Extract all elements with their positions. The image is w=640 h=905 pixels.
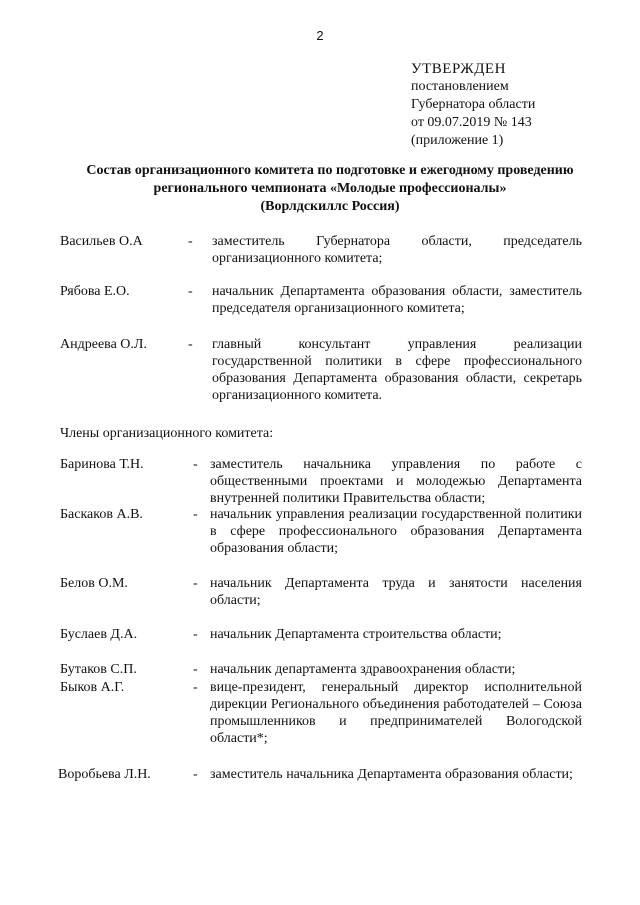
member-role: заместитель Губернатора области, председатель организационного комитета; [212,234,582,266]
approval-line: постановлением [411,79,509,94]
member-name: Баринова Т.Н. [60,457,144,472]
member-name: Быков А.Г. [60,680,125,695]
member-role: начальник Департамента образования области, заместитель председателя организационного комитета; [212,284,582,316]
member-name: Бутаков С.П. [60,662,137,677]
title-line: (Ворлдскиллс Россия) [260,199,400,214]
dash-separator: - [193,680,198,695]
member-role: начальник управления реализации государственной политики в сфере профессионального образования Департамента образования области; [210,507,582,556]
member-role: главный консультант управления реализации государственной политики в сфере профессионального образования Департамента образования области, секретарь организационного комитета. [212,337,582,403]
dash-separator: - [193,662,198,677]
member-role: начальник департамента здравоохранения области; [210,662,516,677]
dash-separator: - [193,507,198,522]
member-name: Рябова Е.О. [60,284,130,299]
dash-separator: - [188,234,193,249]
member-role: заместитель начальника Департамента образования области; [210,767,573,782]
approval-line: Губернатора области [411,97,536,112]
approval-line: (приложение 1) [411,133,504,148]
member-name: Васильев О.А [60,234,143,249]
title-line: Состав организационного комитета по подготовке и ежегодному проведению [86,163,574,178]
dash-separator: - [188,284,193,299]
dash-separator: - [193,576,198,591]
dash-separator: - [188,337,193,352]
member-name: Белов О.М. [60,576,128,591]
approval-line: от 09.07.2019 № 143 [411,115,532,130]
member-role: заместитель начальника управления по работе с общественными проектами и молодежью Департамента внутренней политики Правительства области; [210,457,582,506]
dash-separator: - [193,767,198,782]
member-role: вице-президент, генеральный директор исполнительной дирекции Регионального объединения работодателей – Союза промышленников и предпринимателей Вологодской области*; [210,680,582,746]
member-name: Андреева О.Л. [60,337,147,352]
title-line: регионального чемпионата «Молодые профессионалы» [153,181,507,196]
member-role: начальник Департамента строительства области; [210,627,502,642]
approval-heading: УТВЕРЖДЕН [411,61,506,77]
page-number: 2 [316,28,324,43]
member-name: Воробьева Л.Н. [58,767,151,782]
member-name: Буслаев Д.А. [60,627,138,642]
members-label: Члены организационного комитета: [60,426,274,441]
dash-separator: - [193,457,198,472]
member-role: начальник Департамента труда и занятости населения области; [210,576,582,608]
document-title [40,162,620,216]
approval-block [411,60,535,150]
member-name: Баскаков А.В. [60,507,143,522]
dash-separator: - [193,627,198,642]
